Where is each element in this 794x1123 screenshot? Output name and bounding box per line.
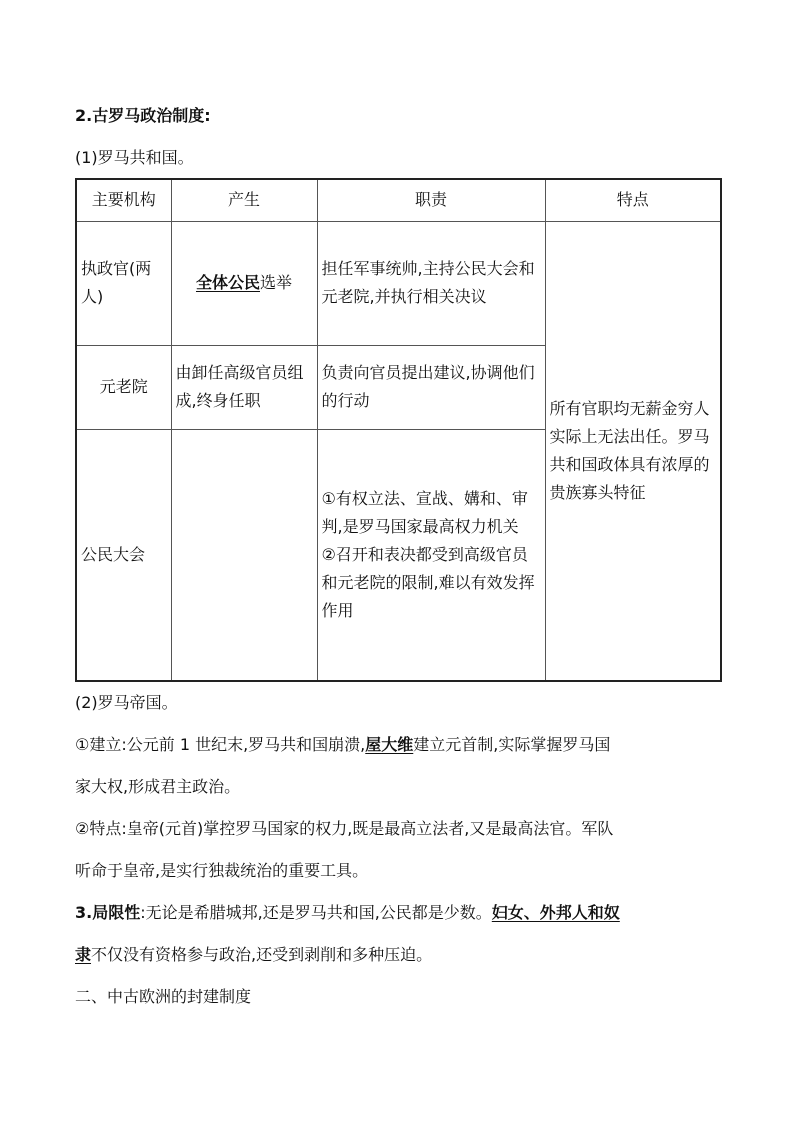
section-title-roman-politics: 2.古罗马政治制度: [75, 106, 211, 125]
limitations-line-1: 3.局限性:无论是希腊城邦,还是罗马共和国,公民都是少数。妇女、外邦人和奴 [75, 903, 620, 922]
part-two-title: 二、中古欧洲的封建制度 [75, 987, 252, 1006]
origin-senate: 由卸任高级官员组成,终身任职 [171, 345, 317, 429]
empire-establishment-line-2: 家大权,形成君主政治。 [75, 777, 241, 796]
duty-senate: 负责向官员提出建议,协调他们的行动 [317, 345, 545, 429]
header-cell: 特点 [545, 179, 721, 221]
duty-consuls: 担任军事统帅,主持公民大会和元老院,并执行相关决议 [317, 221, 545, 345]
subheading-roman-republic: (1)罗马共和国。 [75, 148, 194, 167]
feature-cell: 所有官职均无薪金穷人实际上无法出任。罗马共和国政体具有浓厚的贵族寡头特征 [545, 221, 721, 681]
org-assembly: 公民大会 [76, 429, 171, 681]
org-senate: 元老院 [76, 345, 171, 429]
emphasis-all-citizens: 全体公民 [195, 273, 260, 292]
empire-feature-line-2: 听命于皇帝,是实行独裁统治的重要工具。 [75, 861, 369, 880]
origin-consuls: 全体公民选举 [171, 221, 317, 345]
duty-assembly [317, 429, 545, 681]
empire-establishment-line-1: ①建立:公元前 1 世纪末,罗马共和国崩溃,屋大维建立元首制,实际掌握罗马国 [75, 735, 611, 754]
duty-assembly-item-2: ②召开和表决都受到高级官员和元老院的限制,难以有效发挥作用 [321, 544, 535, 620]
table-row [76, 221, 721, 345]
header-cell: 主要机构 [76, 179, 171, 221]
limitations-line-2: 隶不仅没有资格参与政治,还受到剥削和多种压迫。 [75, 945, 433, 964]
empire-feature-line-1: ②特点:皇帝(元首)掌控罗马国家的权力,既是最高立法者,又是最高法官。军队 [75, 819, 614, 838]
roman-republic-table [75, 178, 722, 682]
table-header-row [76, 179, 721, 221]
subheading-roman-empire: (2)罗马帝国。 [75, 693, 178, 712]
limitations-label: 3.局限性 [75, 903, 141, 922]
header-cell: 职责 [317, 179, 545, 221]
duty-assembly-item-1: ①有权立法、宣战、媾和、审判,是罗马国家最高权力机关 [321, 488, 528, 536]
org-consuls: 执政官(两人) [76, 221, 171, 345]
emphasis-women-foreigners-slaves: 妇女、外邦人和奴 [491, 903, 620, 922]
origin-assembly [171, 429, 317, 681]
header-cell: 产生 [171, 179, 317, 221]
emphasis-octavian: 屋大维 [365, 735, 414, 754]
